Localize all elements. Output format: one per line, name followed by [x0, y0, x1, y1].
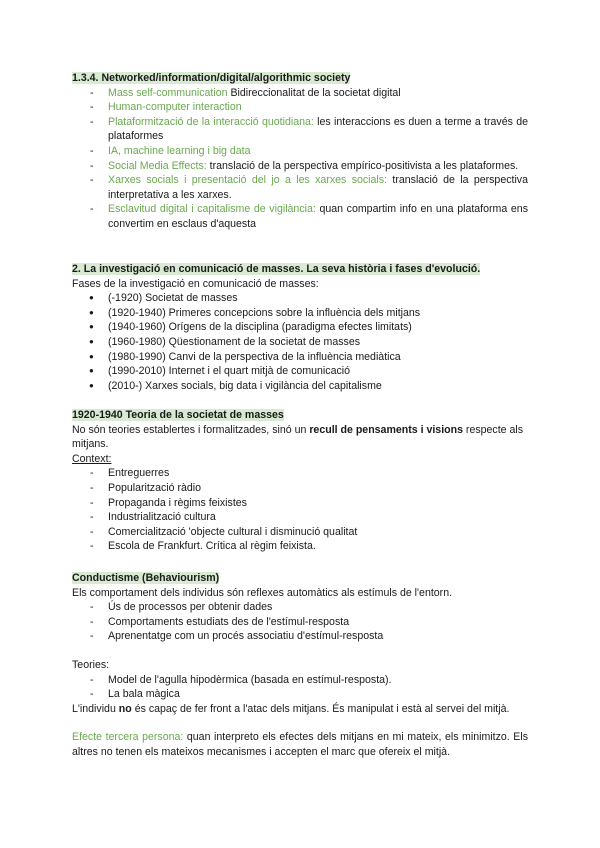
list-item: - Plataformització de la interacció quotidiana: les interaccions es duen a terme a través de plataformes: [72, 115, 528, 144]
list-item: - Social Media Effects: translació de la perspectiva empírico-positivista a les plataformes.: [72, 159, 528, 174]
list-item: - Model de l'agulla hipodèrmica (basada en estímul-resposta).: [72, 673, 528, 688]
tercera-persona-paragraph: Efecte tercera persona: quan interpreto els efectes dels mitjans en mi mateix, els minimitzo. Els altres no tenen els mateixos mecanismes i accepten el marc que ofereix el mitjà.: [72, 731, 529, 758]
list-item: - Escola de Frankfurt. Crítica al règim feixista.: [72, 539, 528, 554]
list-item: ● (1960-1980) Qüestionament de la societat de masses: [72, 335, 528, 350]
section-networked-society: [72, 71, 528, 232]
list-item: - Human-computer interaction: [72, 100, 528, 115]
phases-list: [72, 291, 528, 393]
paragraph: No són teories establertes i formalitzades, sinó un recull de pensaments i visions respecte als mitjans.: [72, 423, 524, 451]
list-item: - Popularització ràdio: [72, 481, 528, 496]
list-item: - Ús de processos per obtenir dades: [72, 600, 528, 615]
list-item: ● (2010-) Xarxes socials, big data i vigilància del capitalisme: [72, 379, 528, 394]
list-item: - Propaganda i règims feixistes: [72, 496, 528, 511]
section-heading: 1.3.4. Networked/information/digital/algorithmic society: [72, 72, 351, 84]
intro-text: Fases de la investigació en comunicació de masses:: [72, 277, 319, 290]
list-item: - Entreguerres: [72, 466, 528, 481]
section-heading: Conductisme (Behaviourism): [72, 572, 220, 584]
intro-text: Els comportament dels individus són reflexes automàtics als estímuls de l'entorn.: [72, 586, 453, 599]
list-item: - Industrialització cultura: [72, 510, 528, 525]
list-item: - Xarxes socials i presentació del jo a les xarxes socials: translació de la perspectiva interpretativa a les xarxes.: [72, 173, 528, 202]
section-heading: 2. La investigació en comunicació de masses. La seva història i fases d'evolució.: [72, 263, 481, 275]
list-item: ● (1990-2010) Internet i el quart mitjà de comunicació: [72, 364, 528, 379]
conductisme-list: [72, 600, 528, 644]
list-item: ● (1980-1990) Canvi de la perspectiva de la influència mediàtica: [72, 350, 528, 365]
list-item: ● (1920-1940) Primeres concepcions sobre la influència dels mitjans: [72, 306, 528, 321]
context-label: Context:: [72, 452, 112, 465]
teories-label: Teories:: [72, 658, 110, 671]
list-item: - Aprenentatge com un procés associatiu d'estímul-resposta: [72, 629, 528, 644]
paragraph: L'individu no és capaç de fer front a l'atac dels mitjans. És manipulat i està al servei del mitjà.: [72, 702, 510, 715]
section-societat-masses: [72, 408, 528, 554]
list-item: - Comercialització 'objecte cultural i disminució qualitat: [72, 525, 528, 540]
section-investigacio: [72, 262, 528, 393]
section-heading: 1920-1940 Teoria de la societat de masses: [72, 409, 284, 421]
list-item: ● (1940-1960) Orígens de la disciplina (paradigma efectes limitats): [72, 320, 528, 335]
list-item: - Comportaments estudiats des de l'estímul-resposta: [72, 615, 528, 630]
teories-list: [72, 673, 528, 702]
section-conductisme: [72, 571, 528, 760]
networked-list: [72, 86, 528, 232]
list-item: - IA, machine learning i big data: [72, 144, 528, 159]
list-item: - Mass self-communication Bidireccionalitat de la societat digital: [72, 86, 528, 101]
context-list: [72, 466, 528, 554]
list-item: ● (-1920) Societat de masses: [72, 291, 528, 306]
list-item: - La bala màgica: [72, 687, 528, 702]
list-item: - Esclavitud digital i capitalisme de vigilància: quan compartim info en una plataforma ens convertim en esclaus d'aquesta: [72, 202, 528, 231]
